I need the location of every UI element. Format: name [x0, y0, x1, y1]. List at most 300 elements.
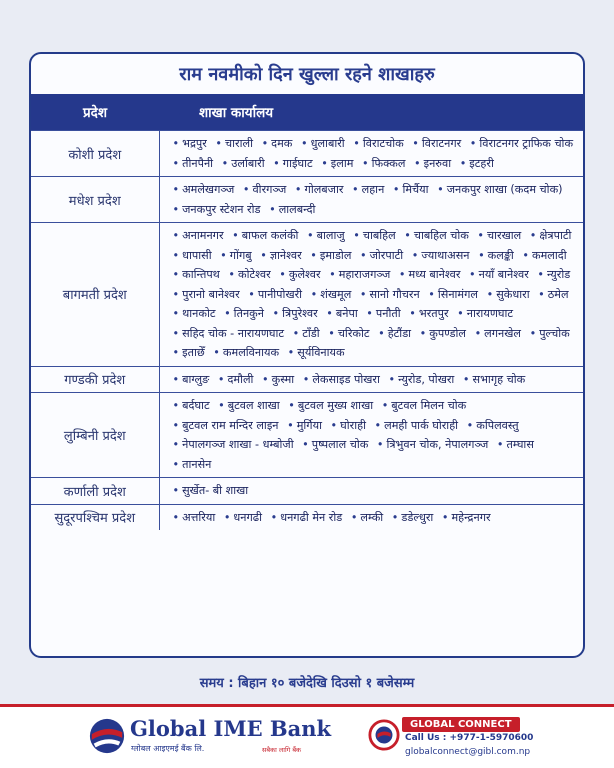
bullet-icon: •: [279, 268, 286, 281]
branch-item: [316, 157, 353, 170]
branch-table: [31, 94, 583, 530]
bullet-icon: •: [172, 346, 180, 359]
branch-name: थानकोट: [182, 307, 216, 320]
bullet-icon: •: [270, 510, 278, 524]
bank-tagline: सबैका लागि बैंक: [262, 746, 302, 754]
branch-item: [455, 157, 494, 170]
table-row: [31, 223, 583, 367]
branch-item: [302, 229, 345, 242]
branch-item: [168, 268, 220, 281]
global-connect-badge: GLOBAL CONNECT: [402, 717, 520, 732]
branch-item: [464, 268, 529, 281]
branch-name: सिनामंगल: [437, 287, 479, 301]
branch-item: [355, 249, 403, 262]
bullet-icon: •: [220, 248, 227, 262]
province-name: गण्डकी प्रदेश: [31, 366, 159, 393]
branch-item: [348, 137, 403, 150]
bullet-icon: •: [359, 287, 367, 301]
branch-list: [159, 177, 583, 223]
branch-name: सानो गौचरन: [369, 287, 420, 301]
branch-list: [159, 131, 583, 177]
branch-item: [296, 137, 345, 150]
branch-item: [168, 346, 205, 359]
branch-name: महाराजगञ्ज: [338, 268, 391, 281]
branch-item: [217, 157, 265, 170]
branch-item: [168, 438, 294, 451]
branch-name: बुटवल मिलन चोक: [391, 399, 467, 412]
province-name: सुदूरपश्चिम प्रदेश: [31, 504, 159, 530]
branch-name: चाबहिल: [362, 229, 396, 242]
bullet-icon: •: [172, 307, 180, 320]
bullet-icon: •: [469, 268, 476, 281]
branch-name: सूर्यविनायक: [297, 346, 345, 359]
branch-item: [168, 399, 210, 412]
bullet-icon: •: [287, 346, 295, 359]
branch-item: [323, 327, 369, 340]
branch-item: [437, 511, 491, 524]
province-name: मधेश प्रदेश: [31, 177, 159, 223]
bullet-icon: •: [172, 202, 180, 216]
branch-item: [473, 249, 514, 262]
bullet-icon: •: [459, 156, 467, 170]
bullet-icon: •: [172, 510, 180, 524]
branch-name: लालबन्दी: [278, 202, 316, 216]
branch-item: [255, 249, 301, 262]
branch-name: इमाडोल: [319, 248, 352, 262]
table-row: [31, 131, 583, 177]
branch-name: कमलविनायक: [222, 346, 280, 359]
branch-item: [268, 157, 312, 170]
branch-name: सुर्खेत- बी शाखा: [182, 484, 249, 497]
branch-item: [492, 438, 534, 451]
branch-item: [266, 511, 343, 524]
bullet-icon: •: [529, 326, 537, 340]
branch-name: फिक्कल: [371, 156, 406, 170]
branch-name: ठमेल: [547, 287, 569, 301]
branch-item: [465, 137, 573, 150]
branch-item: [407, 137, 461, 150]
branch-item: [373, 327, 411, 340]
bullet-icon: •: [261, 137, 269, 150]
province-name: बागमती प्रदेश: [31, 223, 159, 367]
bullet-icon: •: [172, 484, 180, 497]
branch-list: [159, 393, 583, 478]
branch-item: [168, 373, 210, 386]
bullet-icon: •: [329, 268, 336, 281]
branch-name: कान्तिपथ: [182, 268, 220, 281]
branch-name: मुर्गिया: [296, 418, 322, 432]
branch-name: त्रिभुवन चोक, नेपालगञ्ज: [386, 438, 489, 451]
bullet-icon: •: [381, 399, 389, 412]
bullet-icon: •: [269, 202, 276, 216]
branch-list-card: [29, 52, 585, 658]
bullet-icon: •: [292, 326, 300, 340]
bullet-icon: •: [437, 183, 444, 196]
branch-item: [243, 288, 302, 301]
branch-item: [268, 307, 318, 320]
branch-name: कपिलवस्तु: [476, 418, 519, 432]
branch-item: [415, 327, 466, 340]
bullet-icon: •: [328, 326, 335, 340]
branch-item: [452, 307, 513, 320]
bullet-icon: •: [221, 156, 229, 170]
branch-name: त्रिपुरेश्वर: [282, 307, 318, 320]
bank-name: Global IME Bank: [130, 716, 332, 741]
branch-item: [283, 399, 373, 412]
global-ime-logo-icon: [88, 717, 126, 755]
branch-item: [472, 229, 521, 242]
header-branch-office: शाखा कार्यालय: [159, 94, 583, 131]
branch-item: [213, 399, 280, 412]
bullet-icon: •: [537, 268, 544, 281]
branch-name: धुलाबारी: [310, 137, 345, 150]
branch-item: [324, 268, 390, 281]
branch-name: हेटौंडा: [387, 326, 412, 340]
table-row: [31, 366, 583, 393]
branch-item: [227, 229, 298, 242]
branch-item: [290, 183, 344, 196]
branch-item: [305, 249, 351, 262]
bullet-icon: •: [326, 307, 333, 320]
branch-name: लगनखेल: [484, 326, 522, 340]
branch-item: [533, 288, 568, 301]
bullet-icon: •: [378, 326, 385, 340]
bullet-icon: •: [529, 229, 537, 242]
branch-item: [168, 511, 216, 524]
branch-item: [283, 346, 345, 359]
branch-item: [372, 438, 488, 451]
branch-item: [219, 307, 264, 320]
branch-item: [357, 157, 405, 170]
branch-item: [210, 137, 253, 150]
branch-item: [168, 249, 212, 262]
branch-item: [355, 288, 420, 301]
branch-item: [306, 288, 352, 301]
bullet-icon: •: [388, 372, 396, 386]
bullet-icon: •: [172, 287, 180, 301]
branch-name: पुल्चोक: [539, 326, 570, 340]
branch-item: [168, 327, 285, 340]
branch-name: बालाजु: [316, 229, 345, 242]
branch-name: बर्दघाट: [182, 399, 210, 412]
branch-name: पुरानो बानेश्वर: [182, 287, 240, 301]
bullet-icon: •: [496, 438, 504, 451]
bullet-icon: •: [172, 326, 180, 340]
bullet-icon: •: [172, 183, 180, 196]
branch-name: लेकसाइड पोखरा: [312, 372, 380, 386]
branch-item: [347, 183, 384, 196]
branch-name: कुस्मा: [271, 372, 295, 386]
branch-name: गोलबजार: [304, 183, 344, 196]
bullet-icon: •: [538, 287, 545, 301]
branch-item: [168, 137, 207, 150]
branch-name: कुपण्डोल: [429, 326, 466, 340]
branch-name: दमक: [271, 137, 293, 150]
branch-name: बुटवल शाखा: [227, 399, 280, 412]
branch-item: [470, 327, 521, 340]
branch-item: [215, 249, 252, 262]
branch-item: [407, 249, 470, 262]
bullet-icon: •: [288, 399, 295, 412]
table-row: [31, 393, 583, 478]
branch-item: [168, 307, 216, 320]
bullet-icon: •: [469, 137, 477, 150]
bullet-icon: •: [366, 307, 373, 320]
branch-name: विराटनगर ट्राफिक चोक: [479, 137, 574, 150]
bullet-icon: •: [392, 183, 400, 196]
branch-name: सहिद चोक - नारायणघाट: [182, 326, 285, 340]
branch-item: [219, 511, 262, 524]
table-row: [31, 177, 583, 223]
branch-item: [257, 137, 293, 150]
bullet-icon: •: [353, 229, 360, 242]
branch-name: कुलेश्वर: [288, 268, 321, 281]
branch-item: [377, 399, 467, 412]
branch-name: बाफल कलंकी: [241, 229, 299, 242]
branch-item: [387, 511, 434, 524]
branch-name: इटहरी: [469, 156, 494, 170]
branch-name: कलङ्की: [487, 248, 514, 262]
branch-name: विराटचोक: [362, 137, 404, 150]
branch-item: [525, 229, 572, 242]
bullet-icon: •: [374, 418, 382, 432]
header-province: प्रदेश: [31, 94, 159, 131]
branch-name: चारखाल: [487, 229, 522, 242]
contact-email[interactable]: globalconnect@gibl.com.np: [405, 747, 531, 757]
branch-list: [159, 223, 583, 367]
province-name: लुम्बिनी प्रदेश: [31, 393, 159, 478]
branch-name: विराटनगर: [421, 137, 462, 150]
branch-item: [394, 268, 461, 281]
table-row: [31, 504, 583, 530]
branch-item: [458, 373, 525, 386]
bullet-icon: •: [172, 248, 180, 262]
branch-item: [383, 373, 454, 386]
branch-item: [532, 268, 570, 281]
branch-name: लहान: [361, 183, 385, 196]
branch-name: जनकपुर स्टेशन रोड: [182, 202, 261, 216]
branch-name: न्युरोड, पोखरा: [398, 372, 455, 386]
branch-item: [361, 307, 400, 320]
bullet-icon: •: [486, 287, 494, 301]
bullet-icon: •: [248, 287, 255, 301]
bullet-icon: •: [172, 399, 180, 412]
branch-item: [388, 183, 429, 196]
branch-name: धनगढी: [233, 510, 263, 524]
bullet-icon: •: [218, 399, 225, 412]
bullet-icon: •: [302, 372, 310, 386]
bullet-icon: •: [215, 137, 223, 150]
branch-name: लमही पार्क घोराही: [384, 418, 459, 432]
bullet-icon: •: [310, 248, 317, 262]
branch-item: [213, 373, 254, 386]
branch-item: [399, 229, 469, 242]
bullet-icon: •: [272, 307, 280, 320]
province-name: कोशी प्रदेश: [31, 131, 159, 177]
bullet-icon: •: [242, 183, 250, 196]
bullet-icon: •: [172, 156, 180, 170]
bullet-icon: •: [350, 510, 358, 524]
branch-name: चरिकोट: [337, 326, 370, 340]
bullet-icon: •: [419, 326, 427, 340]
bullet-icon: •: [457, 307, 464, 320]
bullet-icon: •: [224, 307, 231, 320]
branch-item: [168, 157, 214, 170]
table-header-row: [31, 94, 583, 131]
branch-name: पानीपोखरी: [257, 287, 303, 301]
branch-name: सभागृह चोक: [472, 372, 526, 386]
branch-name: ज्ञानेश्वर: [269, 248, 302, 262]
bullet-icon: •: [330, 418, 338, 432]
call-us-number[interactable]: Call Us : +977-1-5970600: [405, 733, 534, 743]
bullet-icon: •: [522, 248, 530, 262]
footer: [0, 707, 614, 768]
branch-name: इनरुवा: [423, 156, 452, 170]
branch-name: दमौली: [227, 372, 254, 386]
branch-item: [282, 419, 322, 432]
province-name: कर्णाली प्रदेश: [31, 478, 159, 505]
bullet-icon: •: [172, 268, 180, 281]
bullet-icon: •: [228, 268, 235, 281]
branch-item: [517, 249, 566, 262]
branch-name: तानसेन: [182, 457, 212, 471]
branch-name: धापासी: [182, 248, 212, 262]
bullet-icon: •: [474, 326, 482, 340]
branch-name: न्युरोड: [546, 268, 571, 281]
branch-name: डडेल्धुरा: [401, 510, 434, 524]
branch-name: अत्तरिया: [182, 510, 216, 524]
branch-item: [525, 327, 570, 340]
bullet-icon: •: [260, 248, 267, 262]
bullet-icon: •: [262, 372, 269, 386]
bullet-icon: •: [462, 372, 470, 386]
bullet-icon: •: [310, 287, 318, 301]
branch-item: [346, 511, 383, 524]
branch-name: इलाम: [330, 156, 354, 170]
branch-name: नेपालगञ्ज शाखा - धम्बोजी: [182, 438, 294, 451]
branch-name: अनामनगर: [182, 229, 224, 242]
branch-item: [238, 183, 287, 196]
bullet-icon: •: [294, 183, 302, 196]
branch-name: गाईघाट: [282, 156, 313, 170]
branch-name: शंखमूल: [320, 287, 352, 301]
branch-item: [423, 288, 478, 301]
branch-item: [264, 203, 315, 216]
bullet-icon: •: [217, 372, 225, 386]
branch-item: [274, 268, 320, 281]
branch-item: [297, 438, 368, 451]
branch-name: मध्य बानेश्वर: [408, 268, 461, 281]
bullet-icon: •: [409, 307, 416, 320]
branch-item: [348, 229, 395, 242]
branch-list: [159, 366, 583, 393]
bullet-icon: •: [213, 346, 220, 359]
bullet-icon: •: [307, 229, 314, 242]
branch-list: [159, 478, 583, 505]
branch-list: [159, 504, 583, 530]
branch-name: सुकेधारा: [496, 287, 530, 301]
bullet-icon: •: [172, 372, 180, 386]
opening-hours: समय : बिहान १० बजेदेखि दिउसो १ बजेसम्म: [199, 676, 415, 691]
bullet-icon: •: [172, 229, 180, 242]
branch-name: चाबहिल चोक: [413, 229, 469, 242]
bullet-icon: •: [273, 156, 280, 170]
branch-name: बुटवल राम मन्दिर लाइन: [182, 418, 279, 432]
branch-item: [288, 327, 320, 340]
branch-name: जोरपाटी: [369, 248, 404, 262]
bullet-icon: •: [478, 248, 485, 262]
branch-name: चाराली: [225, 137, 253, 150]
branch-name: क्षेत्रपाटी: [539, 229, 572, 242]
bullet-icon: •: [172, 457, 180, 471]
branch-item: [321, 307, 357, 320]
branch-name: कमलादी: [532, 248, 567, 262]
branch-item: [208, 346, 279, 359]
branch-name: महेन्द्रनगर: [451, 510, 491, 524]
bullet-icon: •: [404, 229, 411, 242]
branch-item: [298, 373, 380, 386]
branch-name: पुष्पलाल चोक: [311, 438, 369, 451]
bullet-icon: •: [172, 137, 180, 150]
branch-item: [326, 419, 366, 432]
branch-name: तम्घास: [506, 438, 534, 451]
branch-item: [462, 419, 519, 432]
branch-item: [168, 419, 279, 432]
branch-name: कोटेश्वर: [238, 268, 271, 281]
branch-name: ज्याथाअसन: [421, 248, 470, 262]
branch-item: [223, 268, 270, 281]
branch-name: बुटवल मुख्य शाखा: [297, 399, 374, 412]
bullet-icon: •: [172, 418, 180, 432]
branch-name: धनगढी मेन रोड: [280, 510, 343, 524]
page-title: राम नवमीको दिन खुल्ला रहने शाखाहरु: [179, 64, 435, 85]
branch-name: जनकपुर शाखा (कदम चोक): [446, 183, 563, 196]
branch-name: अमलेखगञ्ज: [182, 183, 235, 196]
branch-name: टाँडी: [302, 326, 320, 340]
branch-name: इताछेँ: [182, 346, 205, 359]
branch-name: बाग्लुङ: [182, 372, 210, 386]
branch-item: [168, 288, 240, 301]
branch-name: तीनपैनी: [182, 156, 214, 170]
bullet-icon: •: [398, 268, 406, 281]
bullet-icon: •: [321, 156, 328, 170]
branch-name: भरतपुर: [418, 307, 449, 320]
bullet-icon: •: [359, 248, 367, 262]
bullet-icon: •: [441, 510, 449, 524]
bullet-icon: •: [172, 438, 180, 451]
bullet-icon: •: [428, 287, 435, 301]
branch-name: वीरगञ्ज: [252, 183, 287, 196]
bullet-icon: •: [287, 418, 294, 432]
branch-item: [257, 373, 294, 386]
branch-name: तिनकुने: [233, 307, 264, 320]
bullet-icon: •: [362, 156, 369, 170]
branch-name: नारायणघाट: [466, 307, 514, 320]
branch-item: [168, 484, 249, 497]
branch-item: [168, 229, 224, 242]
branch-name: घोराही: [340, 418, 366, 432]
branch-item: [370, 419, 459, 432]
branch-name: नयाँ बानेश्वर: [478, 268, 529, 281]
bullet-icon: •: [477, 229, 485, 242]
bullet-icon: •: [414, 156, 421, 170]
branch-name: मिर्चैया: [402, 183, 429, 196]
bullet-icon: •: [223, 510, 231, 524]
bullet-icon: •: [302, 438, 309, 451]
branch-name: गोंगबु: [229, 248, 252, 262]
bullet-icon: •: [352, 183, 359, 196]
branch-name: उर्लाबारी: [231, 156, 265, 170]
